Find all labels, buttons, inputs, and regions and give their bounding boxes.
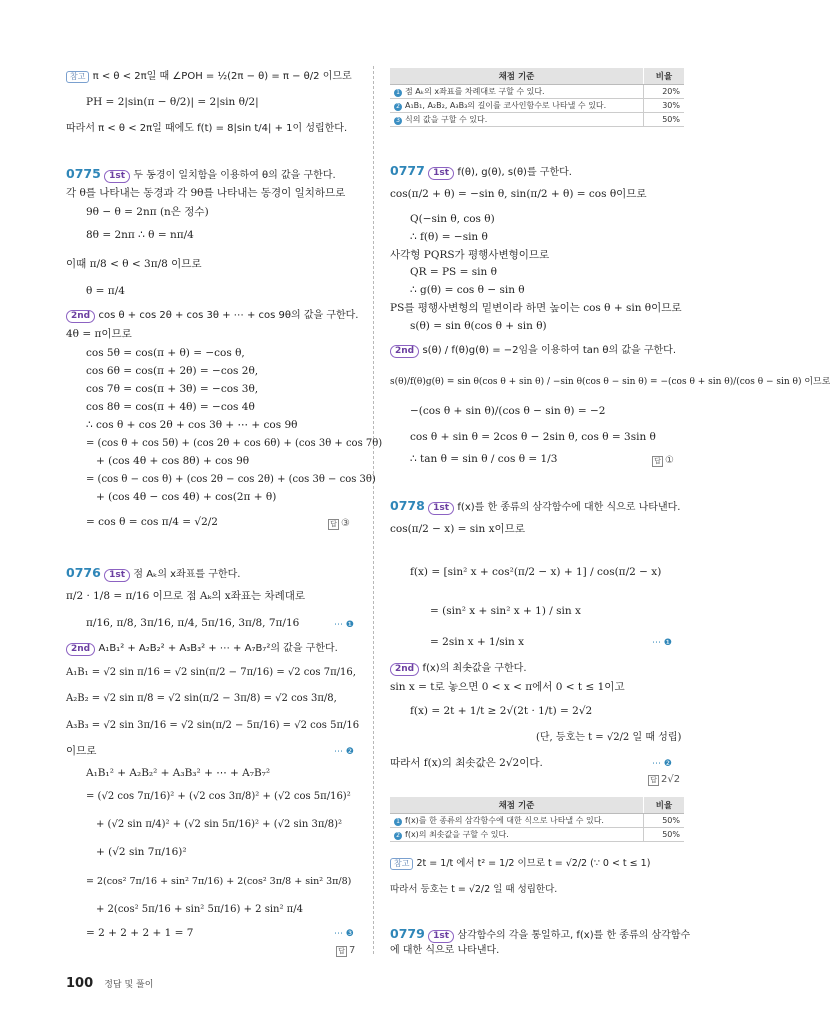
step-header: 2nd A₁B₁² + A₂B₂² + A₃B₃² + ⋯ + A₇B₇²의 값을 구한다.	[66, 642, 338, 656]
solution-line: cos 7θ = cos(π + 3θ) = −cos 3θ,	[86, 383, 259, 395]
page-number: 100	[66, 976, 94, 991]
solution-line: cos(π/2 − x) = sin x이므로	[390, 523, 525, 535]
note-line: 참고 2t = 1/t 에서 t² = 1/2 이므로 t = √2/2 (∵ 0 < t ≤ 1)	[390, 857, 650, 870]
table-header-row	[390, 797, 684, 814]
solution-line: + (√2 sin 7π/16)²	[96, 846, 187, 858]
step-header: 2nd cos θ + cos 2θ + cos 3θ + ⋯ + cos 9θ의 값을 구한다.	[66, 309, 359, 323]
column-divider	[373, 66, 374, 954]
note-tag: 참고	[66, 71, 89, 83]
step-badge: 2nd	[66, 643, 95, 656]
problem-number: 0777	[390, 163, 425, 178]
note-line: 따라서 등호는 t = √2/2 일 때 성립한다.	[390, 884, 558, 895]
solution-line: ∴ f(θ) = −sin θ	[410, 231, 488, 243]
solution-line: π/16, π/8, 3π/16, π/4, 5π/16, 3π/8, 7π/16	[86, 617, 300, 629]
footer-label: 정답 및 풀이	[104, 980, 154, 990]
solution-line: π/2 · 1/8 = π/16 이므로 점 Aₖ의 x좌표는 차례대로	[66, 590, 306, 602]
note-line: 참고 π < θ < 2π일 때 ∠POH = ½(2π − θ) = π − θ/2 이므로	[66, 70, 352, 83]
solution-line: 각 θ를 나타내는 동경과 각 9θ를 나타내는 동경이 일치하므로	[66, 187, 346, 199]
answer: 답 ③	[328, 517, 350, 530]
answer-icon: 답	[328, 519, 339, 530]
page-footer	[66, 972, 153, 991]
solution-line: + (cos 4θ + cos 8θ) + cos 9θ	[96, 455, 250, 467]
solution-line: = (cos θ + cos 5θ) + (cos 2θ + cos 6θ) + (cos 3θ + cos 7θ)	[86, 438, 383, 449]
step-badge: 1st	[104, 569, 130, 582]
score-mark: ⋯ ❸	[334, 929, 354, 939]
solution-line: θ = π/4	[86, 285, 125, 297]
answer-icon: 답	[648, 775, 659, 786]
problem-header: 0775 1st 두 동경이 일치함을 이용하여 θ의 값을 구한다.	[66, 166, 336, 181]
solution-line: 사각형 PQRS가 평행사변형이므로	[390, 249, 550, 261]
step-header: 2nd s(θ) / f(θ)g(θ) = −2임을 이용하여 tan θ의 값을 구한다.	[390, 344, 676, 358]
solution-line: + (cos 4θ − cos 4θ) + cos(2π + θ)	[96, 491, 277, 503]
table-row: 3 식의 값을 구할 수 있다. 50%	[390, 113, 684, 127]
problem-number: 0779	[390, 926, 425, 941]
solution-line: A₃B₃ = √2 sin 3π/16 = √2 sin(π/2 − 5π/16) = √2 cos 5π/16	[66, 720, 360, 731]
score-mark: ⋯ ❷	[652, 759, 672, 769]
solution-line: f(x) = 2t + 1/t ≥ 2√(2t · 1/t) = 2√2	[410, 705, 593, 717]
solution-line: Q(−sin θ, cos θ)	[410, 213, 495, 225]
step-header: 2nd f(x)의 최솟값을 구한다.	[390, 662, 527, 676]
solution-line: = (√2 cos 7π/16)² + (√2 cos 3π/8)² + (√2 cos 5π/16)²	[86, 791, 351, 802]
solution-line: = (cos θ − cos θ) + (cos 2θ − cos 2θ) + (cos 3θ − cos 3θ)	[86, 474, 376, 485]
solution-line: cos θ + sin θ = 2cos θ − 2sin θ, cos θ = 3sin θ	[410, 431, 656, 443]
step-badge: 1st	[428, 167, 454, 180]
solution-line: cos 8θ = cos(π + 4θ) = −cos 4θ	[86, 401, 255, 413]
score-mark: ⋯ ❷	[334, 747, 354, 757]
scoring-rubric-table	[390, 797, 684, 842]
solution-line: 8θ = 2nπ ∴ θ = nπ/4	[86, 229, 194, 241]
rubric-header: 채점 기준	[390, 68, 644, 85]
solution-line: cos 5θ = cos(π + θ) = −cos θ,	[86, 347, 245, 359]
table-row: 2 A₁B₁, A₂B₂, A₃B₃의 길이를 코사인함수로 나타낼 수 있다. 30%	[390, 99, 684, 113]
problem-number: 0776	[66, 565, 101, 580]
solution-line: A₁B₁² + A₂B₂² + A₃B₃² + ⋯ + A₇B₇²	[86, 767, 271, 779]
step-badge: 1st	[428, 930, 454, 943]
answer: 답 2√2	[648, 773, 680, 786]
rubric-header: 비율	[644, 68, 685, 85]
solution-line: s(θ) = sin θ(cos θ + sin θ)	[410, 320, 547, 332]
solution-line: 4θ = π이므로	[66, 328, 132, 340]
solution-line: = 2(cos² 7π/16 + sin² 7π/16) + 2(cos² 3π/8 + sin² 3π/8)	[86, 876, 352, 887]
answer: 답 ①	[652, 454, 674, 467]
answer-icon: 답	[652, 456, 663, 467]
scoring-rubric-table	[390, 68, 684, 127]
solution-line: 따라서 f(x)의 최솟값은 2√2이다.	[390, 757, 543, 769]
step-badge: 2nd	[390, 663, 419, 676]
solution-line: −(cos θ + sin θ)/(cos θ − sin θ) = −2	[410, 405, 606, 417]
solution-line: QR = PS = sin θ	[410, 266, 497, 278]
table-row: 2 f(x)의 최솟값을 구할 수 있다. 50%	[390, 828, 684, 842]
solution-line: cos(π/2 + θ) = −sin θ, sin(π/2 + θ) = cos θ이므로	[390, 188, 647, 200]
table-row: 1 f(x)를 한 종류의 삼각함수에 대한 식으로 나타낼 수 있다. 50%	[390, 814, 684, 828]
rubric-header: 비율	[644, 797, 685, 814]
solution-line: ∴ g(θ) = cos θ − sin θ	[410, 284, 525, 296]
problem-header: 0777 1st f(θ), g(θ), s(θ)를 구한다.	[390, 163, 572, 178]
solution-line: = 2sin x + 1/sin x	[430, 636, 525, 648]
solution-line: PS를 평행사변형의 밑변이라 하면 높이는 cos θ + sin θ이므로	[390, 302, 682, 314]
solution-line: sin x = t로 놓으면 0 < x < π에서 0 < t ≤ 1이고	[390, 681, 625, 693]
solution-line: A₂B₂ = √2 sin π/8 = √2 sin(π/2 − 3π/8) = √2 cos 3π/8,	[66, 693, 337, 704]
answer: 답 7	[336, 944, 355, 957]
note-tag: 참고	[390, 858, 413, 870]
note-line: 따라서 π < θ < 2π일 때에도 f(t) = 8|sin t/4| + 1이 성립한다.	[66, 123, 348, 134]
answer-icon: 답	[336, 946, 347, 957]
problem-header: 0776 1st 점 Aₖ의 x좌표를 구한다.	[66, 565, 241, 580]
step-badge: 1st	[428, 502, 454, 515]
solution-line: = cos θ = cos π/4 = √2/2	[86, 516, 218, 528]
solution-line: 에 대한 식으로 나타낸다.	[390, 945, 500, 956]
step-badge: 2nd	[66, 310, 95, 323]
solution-line: = (sin² x + sin² x + 1) / sin x	[430, 605, 581, 617]
solution-line: 이므로	[66, 745, 97, 757]
solution-line: f(x) = [sin² x + cos²(π/2 − x) + 1] / cos(π/2 − x)	[410, 566, 662, 578]
solution-line: ∴ tan θ = sin θ / cos θ = 1/3	[410, 453, 558, 465]
solution-line: s(θ)/f(θ)g(θ) = sin θ(cos θ + sin θ) / −sin θ(cos θ − sin θ) = −(cos θ + sin θ)/(cos θ − sin θ) 이므로	[390, 377, 830, 387]
solution-line: (단, 등호는 t = √2/2 일 때 성립)	[536, 732, 682, 743]
solution-line: ∴ cos θ + cos 2θ + cos 3θ + ⋯ + cos 9θ	[86, 419, 298, 431]
problem-number: 0778	[390, 498, 425, 513]
solution-line: + (√2 sin π/4)² + (√2 sin 5π/16)² + (√2 sin 3π/8)²	[96, 819, 343, 830]
solution-line: = 2 + 2 + 2 + 1 = 7	[86, 927, 194, 939]
solution-line: A₁B₁ = √2 sin π/16 = √2 sin(π/2 − 7π/16) = √2 cos 7π/16,	[66, 667, 356, 678]
score-mark: ⋯ ❶	[652, 638, 672, 648]
solution-line: 9θ − θ = 2nπ (n은 정수)	[86, 206, 209, 218]
solution-line: 이때 π/8 < θ < 3π/8 이므로	[66, 258, 202, 270]
table-row: 1 점 Aₖ의 x좌표를 차례대로 구할 수 있다. 20%	[390, 85, 684, 99]
problem-header: 0779 1st 삼각함수의 각을 통일하고, f(x)를 한 종류의 삼각함수	[390, 926, 691, 941]
score-mark: ⋯ ❶	[334, 620, 354, 630]
problem-number: 0775	[66, 166, 101, 181]
note-line: PH = 2|sin(π − θ/2)| = 2|sin θ/2|	[86, 96, 259, 108]
table-header-row	[390, 68, 684, 85]
step-badge: 2nd	[390, 345, 419, 358]
solution-line: cos 6θ = cos(π + 2θ) = −cos 2θ,	[86, 365, 259, 377]
solution-line: + 2(cos² 5π/16 + sin² 5π/16) + 2 sin² π/4	[96, 904, 303, 915]
step-badge: 1st	[104, 170, 130, 183]
rubric-header: 채점 기준	[390, 797, 644, 814]
problem-header: 0778 1st f(x)를 한 종류의 삼각함수에 대한 식으로 나타낸다.	[390, 498, 681, 513]
